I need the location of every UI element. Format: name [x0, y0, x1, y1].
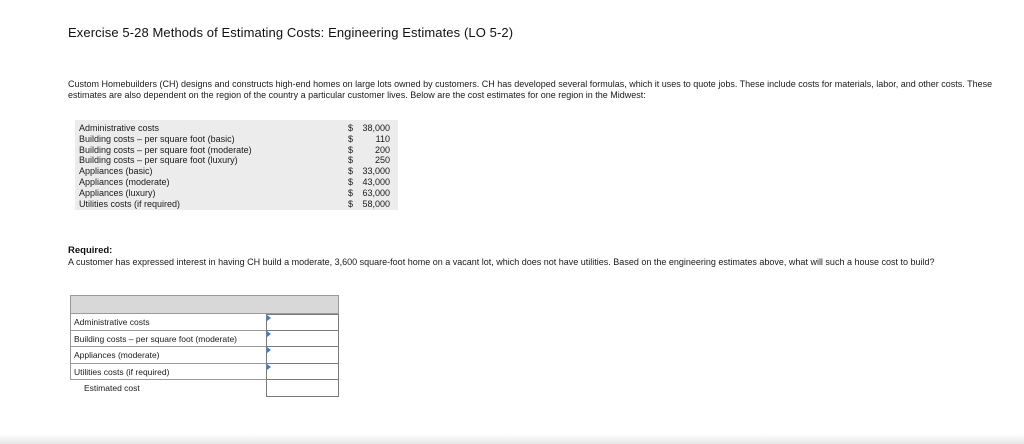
bottom-fade [0, 434, 1024, 444]
estimate-label: Building costs – per square foot (luxury) [79, 155, 238, 166]
answer-row [70, 347, 339, 364]
answer-row-label: Utilities costs (if required) [70, 364, 266, 381]
answer-row [70, 314, 339, 331]
estimate-value: 63,000 [362, 187, 390, 198]
estimated-cost-input[interactable] [266, 380, 339, 397]
estimate-label: Building costs – per square foot (moderate) [79, 144, 252, 155]
answer-table-header [70, 295, 339, 314]
cost-estimates-table [75, 120, 398, 210]
estimate-value: 110 [375, 133, 390, 144]
estimate-value: 200 [374, 144, 390, 155]
required-heading: Required: [68, 245, 113, 256]
estimate-value: 38,000 [362, 123, 390, 133]
estimate-label: Building costs – per square foot (basic) [79, 133, 235, 144]
estimate-row [75, 155, 398, 166]
input-marker-icon [267, 315, 271, 321]
administrative-costs-input[interactable] [266, 314, 339, 331]
answer-row [70, 331, 339, 348]
estimate-value: 58,000 [362, 198, 390, 209]
dollar-sign: $ [348, 133, 354, 144]
answer-table [70, 295, 339, 397]
estimate-value: 43,000 [362, 176, 390, 187]
utilities-costs-input[interactable] [266, 364, 339, 381]
required-question: A customer has expressed interest in having CH build a moderate, 3,600 square-foot home on a vacant lot, which does not have utilities. Based on the engineering estimates above, what will such a house cost to build? [68, 257, 935, 267]
dollar-sign: $ [348, 187, 354, 198]
appliances-input[interactable] [266, 347, 339, 364]
input-marker-icon [267, 331, 271, 337]
estimate-row [75, 134, 398, 145]
answer-total-row [70, 380, 339, 397]
dollar-sign: $ [348, 123, 354, 133]
dollar-sign: $ [348, 198, 354, 209]
estimate-label: Appliances (basic) [79, 166, 153, 177]
answer-row-label: Administrative costs [70, 314, 266, 331]
estimate-row [75, 177, 398, 188]
input-marker-icon [267, 364, 271, 370]
building-costs-input[interactable] [266, 331, 339, 348]
dollar-sign: $ [348, 176, 354, 187]
dollar-sign: $ [348, 144, 354, 155]
page-title: Exercise 5-28 Methods of Estimating Costs: Engineering Estimates (LO 5-2) [68, 25, 514, 40]
estimate-label: Appliances (moderate) [79, 176, 170, 187]
estimate-row [75, 166, 398, 177]
input-marker-icon [267, 347, 271, 353]
estimate-value: 33,000 [362, 166, 390, 177]
estimate-label: Utilities costs (if required) [79, 198, 181, 209]
estimated-cost-label: Estimated cost [84, 383, 140, 393]
dollar-sign: $ [348, 155, 354, 166]
estimate-row [75, 145, 398, 156]
estimate-row [75, 199, 398, 210]
intro-paragraph: Custom Homebuilders (CH) designs and constructs high-end homes on large lots owned by customers. CH has developed several formulas, which it uses to quote jobs. These include costs for materials, labor, and other costs. These estimates are also dependent on the region of the country a particular customer lives. Below are the cost estimates for one region in the Midwest: [68, 79, 993, 100]
dollar-sign: $ [348, 166, 354, 177]
answer-row [70, 364, 339, 381]
answer-row-label: Building costs – per square foot (moderate) [70, 331, 266, 348]
answer-row-label: Appliances (moderate) [70, 347, 266, 364]
estimate-row [75, 188, 398, 199]
estimate-label: Administrative costs [79, 123, 160, 133]
estimate-row [75, 123, 398, 134]
estimate-value: 250 [374, 155, 390, 166]
estimate-label: Appliances (luxury) [79, 187, 156, 198]
